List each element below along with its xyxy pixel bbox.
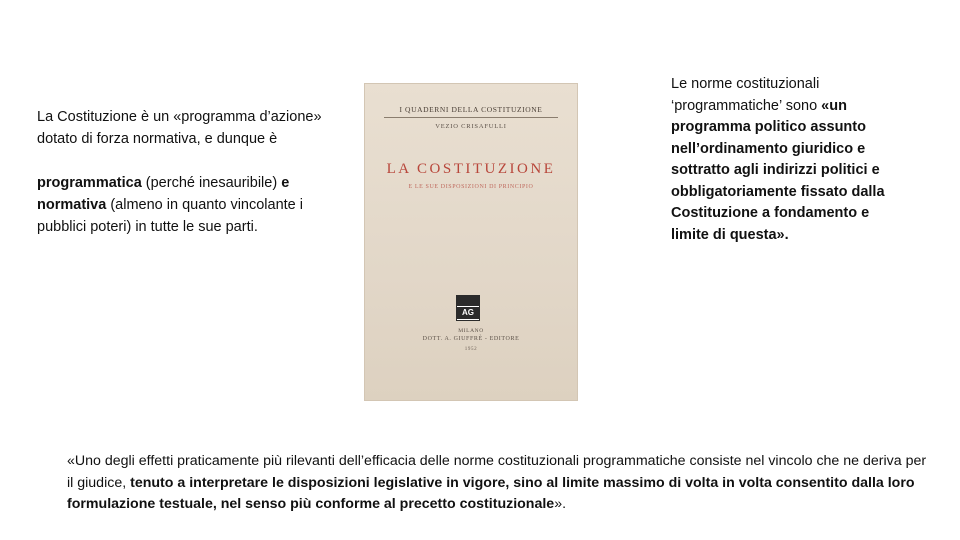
logo-band xyxy=(457,296,479,306)
quote-bold: tenuto a interpretare le disposizioni legislative in vigore, sino al limite massimo di volta in volta consentito dalla loro formulazione testuale, nel senso più conforme al precetto costituzionale xyxy=(67,474,915,512)
quote-end: ». xyxy=(554,496,567,512)
left-paragraph-2 xyxy=(37,172,327,238)
cover-rule xyxy=(384,117,558,118)
left-bold-programmatica: programmatica xyxy=(37,175,142,191)
book-cover-image xyxy=(364,83,578,401)
cover-subtitle: E LE SUE DISPOSIZIONI DI PRINCIPIO xyxy=(408,184,534,190)
right-text-block xyxy=(671,74,901,246)
cover-title: LA COSTITUZIONE xyxy=(386,161,556,177)
right-text-plain: Le norme costituzionali ‘programmatiche’ sono xyxy=(671,76,822,114)
right-text-bold: «un programma politico assunto nell’ordinamento giuridico e sottratto agli indirizzi politici e obbligatoriamente fissato dalla Costituzione a fondamento e limite di questa». xyxy=(671,97,885,243)
cover-author: VEZIO CRISAFULLI xyxy=(435,123,507,130)
quote-plain: «Uno degli effetti praticamente più rilevanti dell’efficacia delle norme costituzionali programmatiche consiste nel vincolo che ne deriva per il giudice, xyxy=(67,453,927,491)
left-bold-normativa: e normativa xyxy=(37,175,290,213)
left-text-vincolante: (almeno in quanto vincolante i pubblici poteri) in tutte le sue parti. xyxy=(37,197,303,235)
left-text-perche: (perché inesauribile) xyxy=(141,175,282,191)
bottom-quote xyxy=(67,451,927,516)
logo-text: AG xyxy=(457,307,479,319)
publisher-logo-icon xyxy=(456,295,480,321)
left-text-block xyxy=(37,106,327,238)
cover-series: I QUADERNI DELLA COSTITUZIONE xyxy=(399,105,543,114)
left-paragraph-1: La Costituzione è un «programma d’azione» dotato di forza normativa, e dunque è xyxy=(37,109,322,147)
cover-year: 1952 xyxy=(464,347,478,352)
cover-publisher: DOTT. A. GIUFFRÈ - EDITORE xyxy=(422,336,520,342)
cover-place: MILANO xyxy=(458,328,484,334)
